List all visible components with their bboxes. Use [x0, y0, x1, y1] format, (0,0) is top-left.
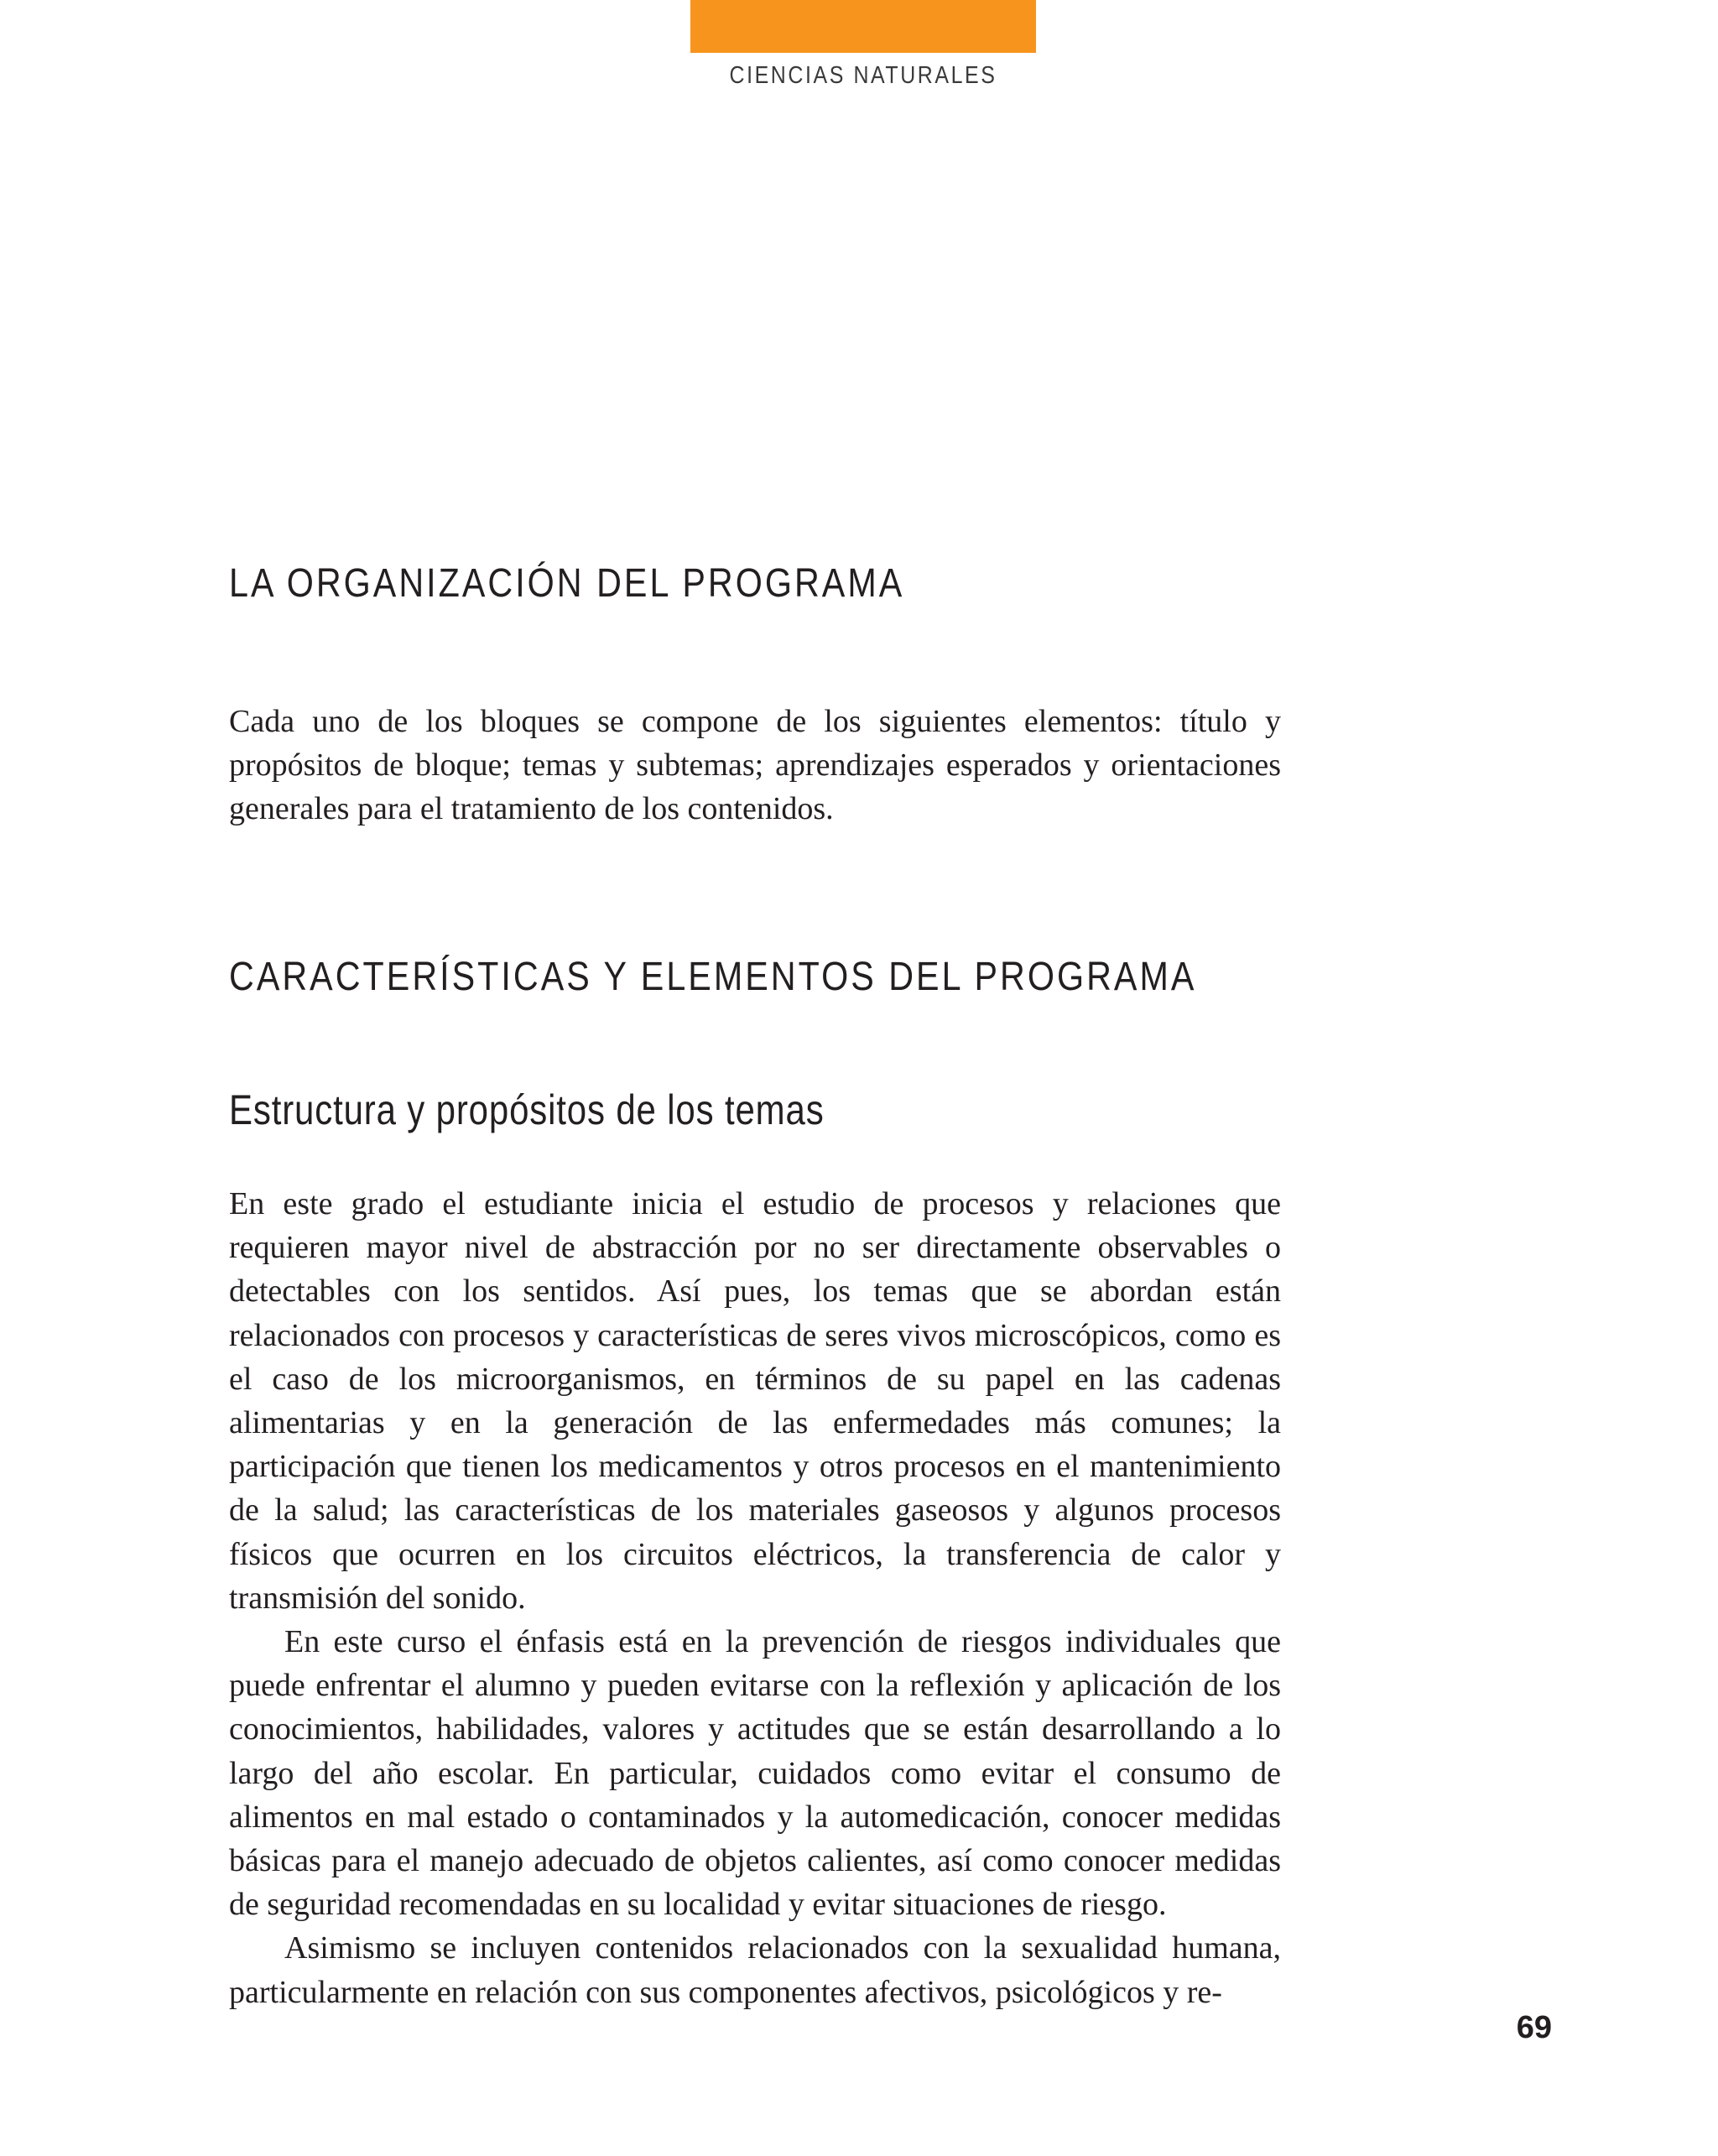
organizacion-paragraph-block: [229, 700, 1281, 831]
body-paragraph: En este curso el énfasis está en la prevención de riesgos individuales que puede enfrentar el alumno y pueden evitarse con la reflexión y aplicación de los conocimientos, habilidades, valores y actitudes que se están desarrollando a lo largo del año escolar. En particular, cuidados como evitar el consumo de alimentos en mal estado o contaminados y la automedicación, conocer medidas básicas para el manejo adecuado de objetos calientes, así como conocer medidas de seguridad recomendadas en su localidad y evitar situaciones de riesgo.: [229, 1624, 1281, 1923]
header-accent-bar: [690, 0, 1036, 53]
body-paragraph: Asimismo se incluyen contenidos relacionados con la sexualidad humana, particularmente en relación con sus componentes afectivos, psicológicos y re-: [229, 1930, 1281, 2010]
running-header: CIENCIAS NATURALES: [729, 62, 997, 89]
page-number: 69: [1516, 2010, 1552, 2045]
body-paragraph: En este grado el estudiante inicia el estudio de procesos y relaciones que requieren mayor nivel de abstracción por no ser directamente observables o detectables con los sentidos. Así pues, los temas que se abordan están relacionados con procesos y características de seres vivos microscópicos, como es el caso de los microorganismos, en términos de su papel en las cadenas alimentarias y en la generación de las enfermedades más comunes; la participación que tienen los medicamentos y otros procesos en el mantenimiento de la salud; las características de los materiales gaseosos y algunos procesos físicos que ocurren en los circuitos eléctricos, la transferencia de calor y transmisión del sonido.: [229, 1186, 1281, 1616]
body-paragraph: Cada uno de los bloques se compone de los siguientes elementos: título y propósitos de bloque; temas y subtemas; aprendizajes esperados y orientaciones generales para el tratamiento de los contenidos.: [229, 704, 1281, 827]
section-heading-caracteristicas: CARACTERÍSTICAS Y ELEMENTOS DEL PROGRAMA: [229, 955, 1197, 999]
subheading-estructura: Estructura y propósitos de los temas: [229, 1086, 825, 1133]
estructura-paragraph-block: [229, 1182, 1281, 2014]
section-heading-organizacion: LA ORGANIZACIÓN DEL PROGRAMA: [229, 561, 905, 606]
